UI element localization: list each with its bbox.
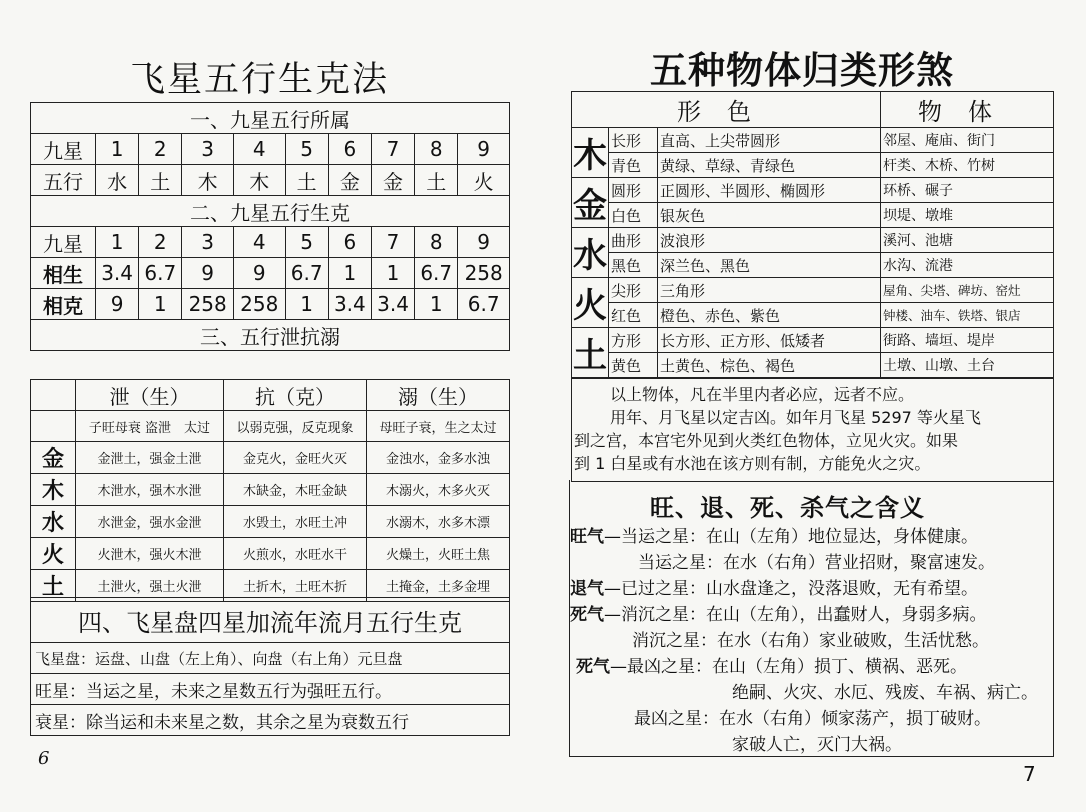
cell: 2 <box>139 134 182 165</box>
shape-desc: 正圆形、半圆形、椭圆形 <box>658 178 881 203</box>
color-label: 白色 <box>609 203 658 228</box>
row-label: 五行 <box>31 165 96 196</box>
cell: 3.4 <box>328 289 371 320</box>
note-paragraph: 以上物体，凡在半里内者必应，远者不应。 <box>610 385 915 404</box>
cell: 母旺子衰，生之太过 <box>366 411 509 442</box>
shape-desc: 波浪形 <box>658 228 881 253</box>
cell: 木泄水，强木水泄 <box>76 474 224 506</box>
column-header: 溺（生） <box>366 380 509 411</box>
table-row <box>572 303 1054 328</box>
element-label: 木 <box>572 128 609 178</box>
cell: 子旺母衰 盗泄 太过 <box>76 411 224 442</box>
cell: 9 <box>458 134 510 165</box>
cell: 8 <box>415 227 458 258</box>
section-title: 旺、退、死、杀气之含义 <box>650 494 925 522</box>
cell: 土折木，土旺木折 <box>223 570 366 602</box>
cell: 1 <box>96 134 139 165</box>
right-page-title: 五种物体归类形煞 <box>650 49 954 92</box>
qi-meaning-box <box>569 480 1054 757</box>
meaning-line: 绝嗣、火灾、水厄、残废、车祸、病亡。 <box>732 683 1038 703</box>
cell: 木 <box>233 165 285 196</box>
color-desc: 深兰色、黑色 <box>658 253 881 278</box>
cell: 土 <box>139 165 182 196</box>
cell: 258 <box>233 289 285 320</box>
color-label: 黄色 <box>609 353 658 378</box>
note-box <box>571 378 1054 482</box>
page-number: 6 <box>38 748 50 769</box>
cell: 1 <box>328 258 371 289</box>
cell: 火燥土，火旺土焦 <box>366 538 509 570</box>
meaning-line: 当运之星：在水（右角）营业招财，聚富速发。 <box>638 553 995 573</box>
column-header: 形色 <box>572 92 881 128</box>
cell: 6.7 <box>458 289 510 320</box>
table-row <box>31 165 510 196</box>
element-label: 火 <box>572 278 609 328</box>
cell: 金 <box>328 165 371 196</box>
cell: 金泄土，强金土泄 <box>76 442 224 474</box>
table-row <box>572 128 1054 153</box>
cell: 以弱克强，反克现象 <box>223 411 366 442</box>
table-row <box>31 134 510 165</box>
object-list: 坝堤、墩堆 <box>881 203 1054 228</box>
shape-desc: 直高、上尖带圆形 <box>658 128 881 153</box>
meaning-line: 消沉之星：在水（右角）家业破败，生活忧愁。 <box>632 631 989 651</box>
cell: 1 <box>285 289 328 320</box>
meaning-line: 死气—消沉之星：在山（左角），出蠢财人，身弱多病。 <box>570 605 987 625</box>
left-page-title: 飞星五行生克法 <box>130 60 390 100</box>
shape-desc: 长方形、正方形、低矮者 <box>658 328 881 353</box>
object-list: 杆类、木桥、竹树 <box>881 153 1054 178</box>
table-row <box>31 538 510 570</box>
table-row <box>31 442 510 474</box>
object-shape-table <box>571 91 1054 378</box>
section-2-heading: 二、九星五行生克 <box>31 196 510 227</box>
column-header: 物体 <box>881 92 1054 128</box>
cell: 土泄火，强土火泄 <box>76 570 224 602</box>
cell: 土 <box>285 165 328 196</box>
section-4-heading: 四、飞星盘四星加流年流月五行生克 <box>31 598 510 643</box>
cell: 火 <box>458 165 510 196</box>
color-label: 黑色 <box>609 253 658 278</box>
section-1-heading: 一、九星五行所属 <box>31 103 510 134</box>
cell: 金 <box>371 165 414 196</box>
cell: 3.4 <box>371 289 414 320</box>
cell: 3 <box>182 227 234 258</box>
element-label: 土 <box>572 328 609 378</box>
object-list: 溪河、池塘 <box>881 228 1054 253</box>
cell: 8 <box>415 134 458 165</box>
table-row <box>31 289 510 320</box>
note-paragraph: 用年、月飞星以定吉凶。如年月飞星 5297 等火星飞 <box>610 408 981 427</box>
cell: 6.7 <box>139 258 182 289</box>
table-row <box>31 258 510 289</box>
xie-kang-ni-table <box>30 379 510 602</box>
cell: 5 <box>285 134 328 165</box>
row-label: 相生 <box>31 258 96 289</box>
table-row <box>31 474 510 506</box>
cell: 木溺火，木多火灭 <box>366 474 509 506</box>
column-header: 泄（生） <box>76 380 224 411</box>
cell: 1 <box>139 289 182 320</box>
color-desc: 银灰色 <box>658 203 881 228</box>
cell: 7 <box>371 134 414 165</box>
nine-star-table <box>30 102 510 351</box>
color-desc: 土黄色、棕色、褐色 <box>658 353 881 378</box>
cell: 6.7 <box>285 258 328 289</box>
cell: 水毁土，水旺土冲 <box>223 506 366 538</box>
table-row <box>31 411 510 442</box>
table-row <box>572 328 1054 353</box>
cell: 3 <box>182 134 234 165</box>
cell: 6 <box>328 134 371 165</box>
cell: 火泄木，强火木泄 <box>76 538 224 570</box>
element-label: 金 <box>31 442 76 474</box>
element-label: 水 <box>31 506 76 538</box>
meaning-line: 家破人亡，灭门大祸。 <box>732 735 902 755</box>
object-list: 街路、墙垣、堤岸 <box>881 328 1054 353</box>
flying-star-notes <box>30 597 510 736</box>
cell: 水 <box>96 165 139 196</box>
cell: 9 <box>233 258 285 289</box>
cell: 火煎水，水旺水干 <box>223 538 366 570</box>
note-line: 飞星盘：运盘、山盘（左上角）、向盘（右上角）元旦盘 <box>31 643 510 674</box>
cell: 7 <box>371 227 414 258</box>
object-list: 土墩、山墩、土台 <box>881 353 1054 378</box>
section-3-heading: 三、五行泄抗溺 <box>31 320 510 351</box>
color-label: 红色 <box>609 303 658 328</box>
row-label: 九星 <box>31 134 96 165</box>
shape-label: 尖形 <box>609 278 658 303</box>
cell: 2 <box>139 227 182 258</box>
shape-label: 曲形 <box>609 228 658 253</box>
cell: 6.7 <box>415 258 458 289</box>
note-line: 衰星：除当运和未来星之数，其余之星为衰数五行 <box>31 705 510 736</box>
cell: 土 <box>415 165 458 196</box>
table-row <box>572 278 1054 303</box>
note-paragraph: 到 1 白星或有水池在该方则有制，方能免火之灾。 <box>574 454 931 473</box>
cell: 1 <box>96 227 139 258</box>
row-label: 相克 <box>31 289 96 320</box>
cell: 9 <box>96 289 139 320</box>
color-desc: 橙色、赤色、紫色 <box>658 303 881 328</box>
cell: 3.4 <box>96 258 139 289</box>
cell: 4 <box>233 227 285 258</box>
cell: 土掩金，土多金埋 <box>366 570 509 602</box>
element-label: 金 <box>572 178 609 228</box>
row-label: 九星 <box>31 227 96 258</box>
cell: 木缺金，木旺金缺 <box>223 474 366 506</box>
meaning-line: 死气—最凶之星：在山（左角）损丁、横祸、恶死。 <box>576 657 967 677</box>
element-label: 火 <box>31 538 76 570</box>
cell: 金浊水，金多水浊 <box>366 442 509 474</box>
cell: 水泄金，强水金泄 <box>76 506 224 538</box>
object-list: 邻屋、庵庙、街门 <box>881 128 1054 153</box>
cell: 4 <box>233 134 285 165</box>
table-row <box>572 153 1054 178</box>
table-row <box>572 178 1054 203</box>
object-list: 水沟、流港 <box>881 253 1054 278</box>
cell: 5 <box>285 227 328 258</box>
cell: 水溺木，水多木漂 <box>366 506 509 538</box>
meaning-line: 最凶之星：在水（右角）倾家荡产，损丁破财。 <box>634 709 991 729</box>
cell: 木 <box>182 165 234 196</box>
shape-label: 方形 <box>609 328 658 353</box>
shape-desc: 三角形 <box>658 278 881 303</box>
table-row <box>572 353 1054 378</box>
cell: 258 <box>182 289 234 320</box>
left-page <box>0 0 540 812</box>
object-list: 钟楼、油车、铁塔、银店 <box>881 303 1054 328</box>
meaning-line: 旺气—当运之星：在山（左角）地位显达，身体健康。 <box>570 527 978 547</box>
element-label: 水 <box>572 228 609 278</box>
meaning-line: 退气—已过之星：山水盘逢之，没落退败，无有希望。 <box>570 579 978 599</box>
cell: 258 <box>458 258 510 289</box>
table-row <box>31 506 510 538</box>
table-row <box>572 228 1054 253</box>
table-header-row <box>31 380 510 411</box>
note-line: 旺星：当运之星，未来之星数五行为强旺五行。 <box>31 674 510 705</box>
object-list: 环桥、碾子 <box>881 178 1054 203</box>
object-list: 屋角、尖塔、碑坊、窑灶 <box>881 278 1054 303</box>
page-number: 7 <box>1023 762 1036 786</box>
cell: 1 <box>415 289 458 320</box>
column-header: 抗（克） <box>223 380 366 411</box>
cell: 9 <box>182 258 234 289</box>
cell: 9 <box>458 227 510 258</box>
table-row <box>572 253 1054 278</box>
shape-label: 长形 <box>609 128 658 153</box>
table-row <box>31 227 510 258</box>
element-label: 土 <box>31 570 76 602</box>
note-paragraph: 到之宫，本宫宅外见到火类红色物体，立见火灾。如果 <box>574 431 959 450</box>
element-label: 木 <box>31 474 76 506</box>
color-desc: 黄绿、草绿、青绿色 <box>658 153 881 178</box>
cell: 6 <box>328 227 371 258</box>
right-page <box>545 0 1086 812</box>
cell: 1 <box>371 258 414 289</box>
table-row <box>572 203 1054 228</box>
shape-label: 圆形 <box>609 178 658 203</box>
color-label: 青色 <box>609 153 658 178</box>
cell: 金克火，金旺火灭 <box>223 442 366 474</box>
